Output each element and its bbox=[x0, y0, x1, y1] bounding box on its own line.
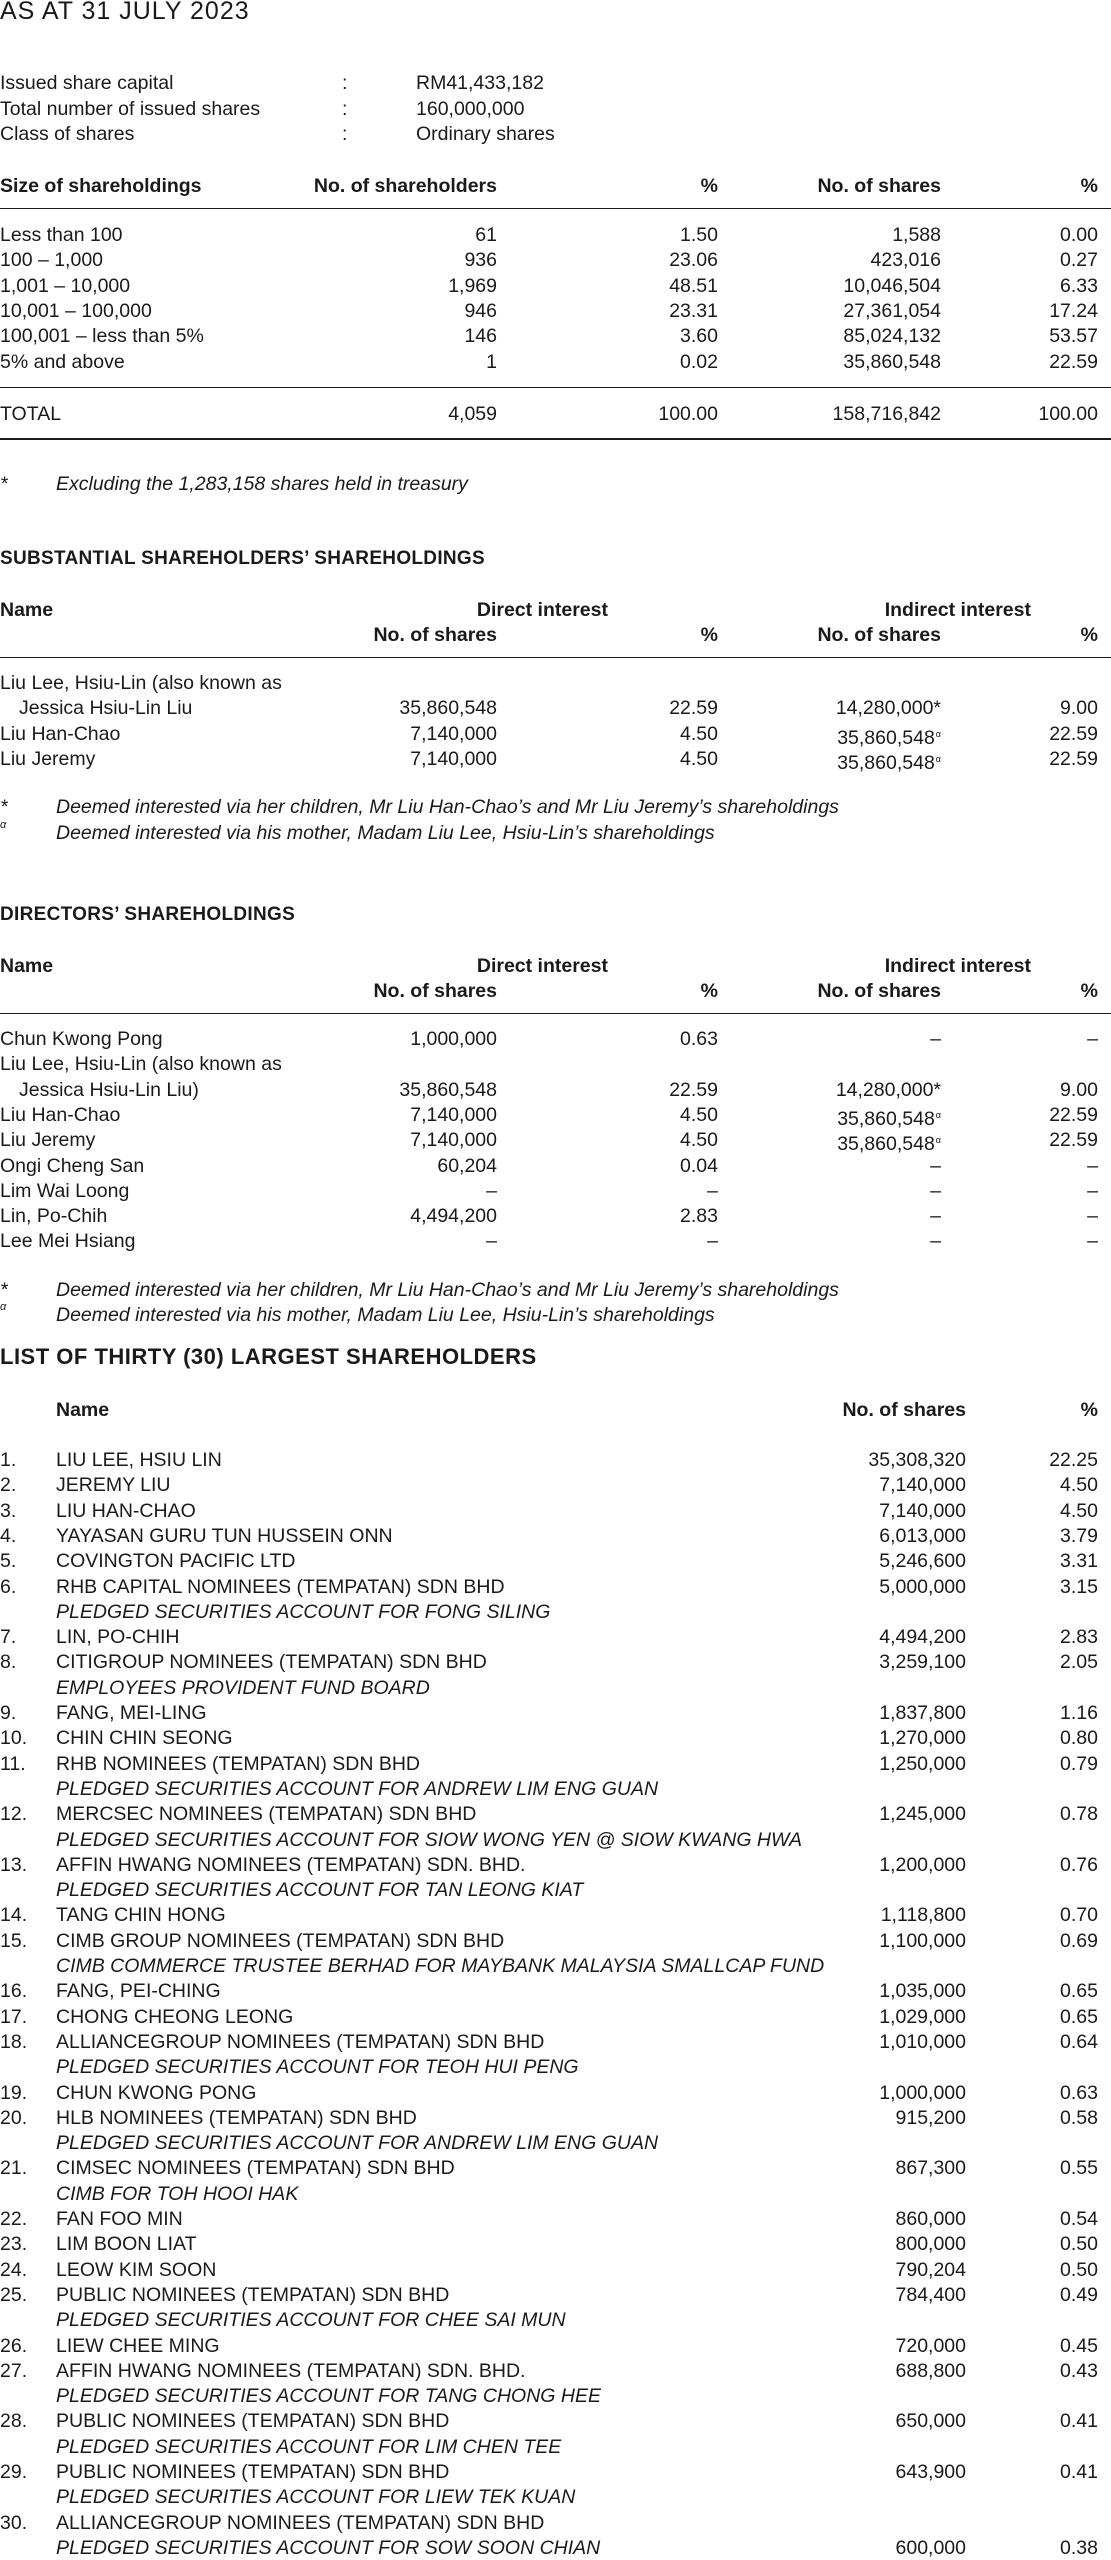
item-percent: 0.65 bbox=[1060, 1980, 1098, 2003]
header-indirect: Indirect interest bbox=[884, 599, 1031, 621]
table-cell: 61 bbox=[475, 224, 497, 246]
row-label: 5% and above bbox=[0, 350, 125, 373]
row-name: Liu Han-Chao bbox=[0, 722, 121, 745]
table-cell: 0.00 bbox=[1060, 224, 1098, 246]
table-cell: 23.31 bbox=[669, 299, 718, 322]
item-number: 1. bbox=[0, 1449, 17, 1471]
total-cell: 100.00 bbox=[658, 403, 718, 425]
item-shares: 600,000 bbox=[895, 2536, 966, 2559]
header-shareholders: No. of shareholders bbox=[313, 175, 497, 197]
item-name: LIEW CHEE MING bbox=[56, 2334, 220, 2357]
direct-shares: 4,494,200 bbox=[410, 1205, 497, 1228]
direct-shares: – bbox=[486, 1179, 497, 1202]
item-shares: 7,140,000 bbox=[879, 1499, 966, 1522]
item-number: 4. bbox=[0, 1524, 17, 1547]
indirect-shares bbox=[930, 1154, 941, 1178]
footnote-text: Deemed interested via his mother, Madam Liu Lee, Hsiu-Lin’s shareholdings bbox=[56, 1304, 715, 1326]
item-number: 21. bbox=[0, 2157, 28, 2180]
table-cell: 6.33 bbox=[1060, 274, 1098, 297]
item-shares: 1,200,000 bbox=[879, 1853, 966, 1876]
footnote-text: Deemed interested via her children, Mr Liu Han-Chao’s and Mr Liu Jeremy’s shareholdings bbox=[56, 796, 839, 819]
item-percent: 0.45 bbox=[1060, 2334, 1098, 2357]
item-name: PUBLIC NOMINEES (TEMPATAN) SDN BHD bbox=[56, 2410, 450, 2433]
item-name: RHB NOMINEES (TEMPATAN) SDN BHD bbox=[56, 1752, 421, 1775]
table-cell: 22.59 bbox=[1049, 350, 1098, 373]
item-name: YAYASAN GURU TUN HUSSEIN ONN bbox=[56, 1524, 393, 1547]
table-cell: 1 bbox=[486, 350, 497, 373]
item-name: MERCSEC NOMINEES (TEMPATAN) SDN BHD bbox=[56, 1803, 477, 1826]
item-shares: 5,000,000 bbox=[879, 1575, 966, 1598]
info-label: Issued share capital bbox=[0, 72, 174, 94]
indirect-shares bbox=[837, 1128, 941, 1156]
direct-percent: 22.59 bbox=[669, 1078, 718, 1101]
indirect-percent: 22.59 bbox=[1049, 1129, 1098, 1152]
item-shares: 784,400 bbox=[895, 2283, 966, 2306]
indirect-shares-value: 14,280,000* bbox=[835, 697, 941, 720]
item-account: PLEDGED SECURITIES ACCOUNT FOR ANDREW LIM ENG GUAN bbox=[56, 2132, 659, 2155]
direct-shares: 60,204 bbox=[437, 1154, 497, 1177]
item-percent: 0.43 bbox=[1060, 2359, 1098, 2382]
direct-percent: 0.63 bbox=[680, 1028, 718, 1050]
info-separator: : bbox=[342, 72, 348, 94]
indirect-percent: 9.00 bbox=[1060, 1078, 1098, 1101]
item-shares: 1,250,000 bbox=[879, 1752, 966, 1775]
item-account: PLEDGED SECURITIES ACCOUNT FOR SIOW WONG YEN @ SIOW KWANG HWA bbox=[56, 1828, 803, 1851]
item-shares: 688,800 bbox=[895, 2359, 966, 2382]
direct-percent: 0.04 bbox=[680, 1154, 718, 1177]
header-shares: No. of shares bbox=[842, 1399, 966, 1421]
item-percent: 4.50 bbox=[1060, 1474, 1098, 1497]
item-shares: 1,837,800 bbox=[879, 1702, 966, 1724]
table-cell: 85,024,132 bbox=[843, 325, 941, 348]
direct-shares: 7,140,000 bbox=[410, 747, 497, 770]
item-number: 26. bbox=[0, 2334, 28, 2357]
item-account: PLEDGED SECURITIES ACCOUNT FOR TAN LEONG KIAT bbox=[56, 1879, 584, 1902]
item-name: TANG CHIN HONG bbox=[56, 1904, 226, 1927]
footnote-mark: * bbox=[0, 796, 8, 819]
indirect-shares bbox=[837, 1103, 941, 1131]
header-name: Name bbox=[56, 1399, 110, 1421]
item-name: CHONG CHEONG LEONG bbox=[56, 2005, 294, 2028]
direct-shares: 7,140,000 bbox=[410, 722, 497, 745]
row-label: Less than 100 bbox=[0, 224, 123, 246]
indirect-shares bbox=[836, 1078, 941, 1102]
item-shares: 720,000 bbox=[895, 2334, 966, 2357]
item-name: LIM BOON LIAT bbox=[56, 2233, 197, 2256]
info-label: Total number of issued shares bbox=[0, 98, 261, 120]
item-account: PLEDGED SECURITIES ACCOUNT FOR TEOH HUI PENG bbox=[56, 2056, 579, 2079]
item-number: 14. bbox=[0, 1904, 28, 1927]
item-shares: 867,300 bbox=[895, 2157, 966, 2180]
direct-percent: 22.59 bbox=[669, 697, 718, 720]
item-percent: 0.49 bbox=[1060, 2283, 1098, 2306]
header-direct: Direct interest bbox=[476, 955, 608, 977]
item-percent: 3.31 bbox=[1060, 1550, 1098, 1573]
item-percent: 0.55 bbox=[1060, 2157, 1098, 2180]
indirect-shares-value: – bbox=[930, 1154, 941, 1177]
item-name: ALLIANCEGROUP NOMINEES (TEMPATAN) SDN BHD bbox=[56, 2030, 545, 2053]
indirect-shares-value: 35,860,548 bbox=[837, 751, 935, 774]
direct-shares: 1,000,000 bbox=[410, 1028, 497, 1050]
direct-percent: 4.50 bbox=[680, 722, 718, 745]
row-label: 10,001 – 100,000 bbox=[0, 299, 152, 322]
direct-shares: 7,140,000 bbox=[410, 1129, 497, 1152]
item-percent: 2.05 bbox=[1060, 1651, 1098, 1674]
indirect-shares bbox=[837, 747, 941, 775]
indirect-shares-value: 14,280,000* bbox=[835, 1078, 941, 1101]
item-shares: 1,000,000 bbox=[879, 2081, 966, 2104]
item-number: 30. bbox=[0, 2511, 28, 2534]
header-percent: % bbox=[1080, 980, 1098, 1002]
indirect-shares-value: 35,860,548 bbox=[837, 726, 935, 749]
item-shares: 800,000 bbox=[895, 2233, 966, 2256]
indirect-percent: – bbox=[1087, 1028, 1098, 1050]
info-separator: : bbox=[342, 98, 348, 120]
divider bbox=[0, 438, 1111, 440]
item-name: CHUN KWONG PONG bbox=[56, 2081, 257, 2104]
header-percent: % bbox=[700, 624, 718, 646]
item-number: 10. bbox=[0, 1727, 28, 1750]
item-name: FAN FOO MIN bbox=[56, 2208, 183, 2230]
indirect-shares bbox=[836, 696, 941, 720]
row-name-continued: Jessica Hsiu-Lin Liu bbox=[19, 697, 193, 720]
item-number: 27. bbox=[0, 2359, 28, 2382]
item-name: LIU HAN-CHAO bbox=[56, 1499, 196, 1522]
direct-percent: – bbox=[707, 1179, 718, 1202]
row-label: 100 – 1,000 bbox=[0, 249, 104, 272]
direct-percent: 4.50 bbox=[680, 747, 718, 770]
header-percent: % bbox=[1080, 1399, 1098, 1421]
page-title: AS AT 31 JULY 2023 bbox=[0, 0, 250, 25]
row-name: Ongi Cheng San bbox=[0, 1154, 145, 1177]
item-percent: 3.15 bbox=[1060, 1575, 1098, 1598]
item-shares: 6,013,000 bbox=[879, 1524, 966, 1547]
item-shares: 790,204 bbox=[895, 2258, 966, 2281]
item-name: PUBLIC NOMINEES (TEMPATAN) SDN BHD bbox=[56, 2461, 450, 2483]
item-number: 28. bbox=[0, 2410, 28, 2433]
item-account: PLEDGED SECURITIES ACCOUNT FOR TANG CHONG HEE bbox=[56, 2385, 601, 2408]
row-name: Liu Han-Chao bbox=[0, 1103, 121, 1126]
item-name: AFFIN HWANG NOMINEES (TEMPATAN) SDN. BHD. bbox=[56, 1853, 526, 1876]
info-value: RM41,433,182 bbox=[416, 72, 544, 94]
item-percent: 0.58 bbox=[1060, 2106, 1098, 2129]
indirect-shares bbox=[930, 1229, 941, 1253]
section-heading: SUBSTANTIAL SHAREHOLDERS’ SHAREHOLDINGS bbox=[0, 548, 485, 569]
indirect-percent: 22.59 bbox=[1049, 1103, 1098, 1126]
item-account: PLEDGED SECURITIES ACCOUNT FOR FONG SILING bbox=[56, 1600, 551, 1623]
table-cell: 10,046,504 bbox=[843, 274, 941, 297]
item-name: LIN, PO-CHIH bbox=[56, 1626, 180, 1649]
item-shares: 915,200 bbox=[895, 2106, 966, 2129]
item-shares: 1,029,000 bbox=[879, 2005, 966, 2028]
item-percent: 0.80 bbox=[1060, 1727, 1098, 1750]
item-percent: 0.64 bbox=[1060, 2030, 1098, 2053]
header-name: Name bbox=[0, 955, 54, 977]
info-value: 160,000,000 bbox=[416, 98, 525, 120]
item-name: ALLIANCEGROUP NOMINEES (TEMPATAN) SDN BHD bbox=[56, 2511, 545, 2534]
item-number: 22. bbox=[0, 2208, 28, 2230]
item-percent: 0.69 bbox=[1060, 1929, 1098, 1952]
item-name: COVINGTON PACIFIC LTD bbox=[56, 1550, 296, 1573]
total-label: TOTAL bbox=[0, 403, 62, 425]
item-number: 9. bbox=[0, 1702, 17, 1724]
item-name: RHB CAPITAL NOMINEES (TEMPATAN) SDN BHD bbox=[56, 1575, 505, 1598]
direct-shares: 35,860,548 bbox=[399, 697, 497, 720]
info-value: Ordinary shares bbox=[416, 123, 555, 145]
direct-shares: 35,860,548 bbox=[399, 1078, 497, 1101]
item-percent: 0.54 bbox=[1060, 2208, 1098, 2230]
item-percent: 0.63 bbox=[1060, 2081, 1098, 2104]
table-cell: 423,016 bbox=[870, 249, 941, 272]
table-cell: 936 bbox=[464, 249, 497, 272]
table-cell: 946 bbox=[464, 299, 497, 322]
info-separator: : bbox=[342, 123, 348, 145]
item-shares: 1,035,000 bbox=[879, 1980, 966, 2003]
item-number: 12. bbox=[0, 1803, 28, 1826]
header-percent: % bbox=[1080, 624, 1098, 646]
indirect-percent: – bbox=[1087, 1154, 1098, 1177]
indirect-percent: – bbox=[1087, 1230, 1098, 1253]
item-percent: 0.65 bbox=[1060, 2005, 1098, 2028]
item-shares: 1,010,000 bbox=[879, 2030, 966, 2053]
indirect-percent: 9.00 bbox=[1060, 697, 1098, 720]
item-percent: 0.41 bbox=[1060, 2461, 1098, 2483]
indirect-shares-value: – bbox=[930, 1179, 941, 1202]
item-percent: 0.76 bbox=[1060, 1853, 1098, 1876]
item-name: LEOW KIM SOON bbox=[56, 2258, 217, 2281]
indirect-percent: 22.59 bbox=[1049, 722, 1098, 745]
indirect-shares-value: 35,860,548 bbox=[837, 1107, 935, 1130]
footnote-mark: * bbox=[0, 1278, 8, 1301]
header-percent: % bbox=[700, 980, 718, 1002]
item-number: 3. bbox=[0, 1499, 17, 1522]
item-account: CIMB COMMERCE TRUSTEE BERHAD FOR MAYBANK MALAYSIA SMALLCAP FUND bbox=[56, 1955, 825, 1977]
item-shares: 5,246,600 bbox=[879, 1550, 966, 1573]
item-shares: 860,000 bbox=[895, 2208, 966, 2230]
indirect-shares-value: – bbox=[930, 1230, 941, 1253]
item-number: 20. bbox=[0, 2106, 28, 2129]
header-shares: No. of shares bbox=[373, 624, 497, 646]
footnote-text: Deemed interested via his mother, Madam Liu Lee, Hsiu-Lin’s shareholdings bbox=[56, 821, 715, 844]
item-account: PLEDGED SECURITIES ACCOUNT FOR SOW SOON CHIAN bbox=[56, 2536, 601, 2559]
item-percent: 0.38 bbox=[1060, 2536, 1098, 2559]
row-label: 1,001 – 10,000 bbox=[0, 274, 131, 297]
direct-shares: – bbox=[486, 1230, 497, 1253]
footnote-marker: α bbox=[935, 1135, 941, 1146]
table-cell: 1,588 bbox=[892, 224, 941, 246]
item-name: PUBLIC NOMINEES (TEMPATAN) SDN BHD bbox=[56, 2283, 450, 2306]
item-name: CIMSEC NOMINEES (TEMPATAN) SDN BHD bbox=[56, 2157, 455, 2180]
item-shares: 643,900 bbox=[895, 2461, 966, 2483]
item-account: PLEDGED SECURITIES ACCOUNT FOR LIEW TEK KUAN bbox=[56, 2486, 576, 2509]
item-account: PLEDGED SECURITIES ACCOUNT FOR ANDREW LIM ENG GUAN bbox=[56, 1777, 659, 1800]
header-shares: No. of shares bbox=[373, 980, 497, 1002]
indirect-shares bbox=[837, 722, 941, 750]
header-shares: No. of shares bbox=[817, 624, 941, 646]
header-indirect: Indirect interest bbox=[884, 955, 1031, 977]
footnote-marker: α bbox=[935, 753, 941, 764]
table-cell: 35,860,548 bbox=[843, 350, 941, 373]
item-shares: 1,118,800 bbox=[880, 1904, 966, 1927]
table-cell: 146 bbox=[464, 325, 497, 348]
item-shares: 1,270,000 bbox=[879, 1727, 966, 1750]
footnote-text: Excluding the 1,283,158 shares held in treasury bbox=[56, 473, 468, 495]
table-cell: 17.24 bbox=[1049, 299, 1098, 322]
item-name: FANG, PEI-CHING bbox=[56, 1980, 221, 2003]
item-percent: 22.25 bbox=[1049, 1449, 1098, 1471]
item-shares: 4,494,200 bbox=[879, 1626, 966, 1649]
row-label: 100,001 – less than 5% bbox=[0, 325, 204, 348]
row-name: Liu Jeremy bbox=[0, 747, 96, 770]
item-shares: 35,308,320 bbox=[868, 1449, 966, 1471]
item-name: LIU LEE, HSIU LIN bbox=[56, 1449, 222, 1471]
direct-percent: 2.83 bbox=[680, 1205, 718, 1228]
item-percent: 0.50 bbox=[1060, 2258, 1098, 2281]
item-percent: 0.79 bbox=[1060, 1752, 1098, 1775]
item-name: CITIGROUP NOMINEES (TEMPATAN) SDN BHD bbox=[56, 1651, 487, 1674]
item-number: 25. bbox=[0, 2283, 28, 2306]
item-number: 29. bbox=[0, 2461, 28, 2483]
table-cell: 1,969 bbox=[448, 274, 497, 297]
item-number: 5. bbox=[0, 1550, 17, 1573]
direct-percent: 4.50 bbox=[680, 1103, 718, 1126]
item-number: 8. bbox=[0, 1651, 17, 1674]
item-number: 23. bbox=[0, 2233, 28, 2256]
item-percent: 0.50 bbox=[1060, 2233, 1098, 2256]
item-account: PLEDGED SECURITIES ACCOUNT FOR CHEE SAI MUN bbox=[56, 2309, 566, 2332]
info-label: Class of shares bbox=[0, 123, 135, 145]
header-direct: Direct interest bbox=[476, 599, 608, 621]
table-cell: 0.27 bbox=[1060, 249, 1098, 272]
section-heading: LIST OF THIRTY (30) LARGEST SHAREHOLDERS bbox=[0, 1344, 537, 1369]
table-cell: 3.60 bbox=[680, 325, 718, 348]
item-shares: 7,140,000 bbox=[879, 1474, 966, 1497]
table-cell: 27,361,054 bbox=[843, 299, 941, 322]
footnote-mark: * bbox=[0, 473, 8, 495]
row-name-continued: Jessica Hsiu-Lin Liu) bbox=[19, 1078, 199, 1101]
table-cell: 23.06 bbox=[669, 249, 718, 272]
item-number: 7. bbox=[0, 1626, 17, 1649]
item-number: 16. bbox=[0, 1980, 28, 2003]
item-percent: 3.79 bbox=[1060, 1524, 1098, 1547]
row-name: Liu Jeremy bbox=[0, 1129, 96, 1152]
row-name: Lim Wai Loong bbox=[0, 1179, 130, 1202]
total-cell: 4,059 bbox=[448, 403, 497, 425]
item-shares: 1,100,000 bbox=[879, 1929, 966, 1952]
item-number: 15. bbox=[0, 1929, 28, 1952]
item-percent: 2.83 bbox=[1060, 1626, 1098, 1649]
item-shares: 3,259,100 bbox=[879, 1651, 966, 1674]
item-name: CIMB GROUP NOMINEES (TEMPATAN) SDN BHD bbox=[56, 1929, 505, 1952]
item-percent: 0.41 bbox=[1060, 2410, 1098, 2433]
indirect-shares bbox=[930, 1204, 941, 1228]
item-account: EMPLOYEES PROVIDENT FUND BOARD bbox=[56, 1676, 430, 1699]
indirect-percent: – bbox=[1087, 1205, 1098, 1228]
item-percent: 1.16 bbox=[1060, 1702, 1098, 1724]
item-name: JEREMY LIU bbox=[56, 1474, 171, 1497]
indirect-percent: 22.59 bbox=[1049, 747, 1098, 770]
row-name: Chun Kwong Pong bbox=[0, 1028, 163, 1050]
item-number: 2. bbox=[0, 1474, 17, 1497]
row-name: Lee Mei Hsiang bbox=[0, 1230, 136, 1253]
item-number: 19. bbox=[0, 2081, 28, 2104]
table-cell: 53.57 bbox=[1049, 325, 1098, 348]
item-shares: 1,245,000 bbox=[879, 1803, 966, 1826]
item-account: PLEDGED SECURITIES ACCOUNT FOR LIM CHEN TEE bbox=[56, 2435, 562, 2458]
item-name: AFFIN HWANG NOMINEES (TEMPATAN) SDN. BHD. bbox=[56, 2359, 526, 2382]
direct-shares: 7,140,000 bbox=[410, 1103, 497, 1126]
item-name: HLB NOMINEES (TEMPATAN) SDN BHD bbox=[56, 2106, 417, 2129]
row-name: Liu Lee, Hsiu-Lin (also known as bbox=[0, 672, 282, 694]
item-number: 24. bbox=[0, 2258, 28, 2281]
footnote-text: Deemed interested via her children, Mr Liu Han-Chao’s and Mr Liu Jeremy’s shareholdings bbox=[56, 1278, 839, 1301]
table-cell: 0.02 bbox=[680, 350, 718, 373]
item-number: 17. bbox=[0, 2005, 28, 2028]
item-number: 11. bbox=[0, 1752, 26, 1775]
item-percent: 4.50 bbox=[1060, 1499, 1098, 1522]
section-heading: DIRECTORS’ SHAREHOLDINGS bbox=[0, 904, 296, 925]
table-cell: 1.50 bbox=[680, 224, 718, 246]
header-percent: % bbox=[1080, 175, 1098, 197]
item-percent: 0.70 bbox=[1060, 1904, 1098, 1927]
item-number: 6. bbox=[0, 1575, 17, 1598]
indirect-shares-value: – bbox=[930, 1028, 941, 1050]
item-account: CIMB FOR TOH HOOI HAK bbox=[56, 2182, 299, 2205]
indirect-shares bbox=[930, 1179, 941, 1203]
divider bbox=[0, 1013, 1111, 1014]
table-cell: 48.51 bbox=[669, 274, 718, 297]
divider bbox=[0, 657, 1111, 658]
total-cell: 100.00 bbox=[1038, 403, 1098, 425]
header-shares: No. of shares bbox=[817, 175, 941, 197]
footnote-marker: α bbox=[935, 1109, 941, 1120]
item-number: 13. bbox=[0, 1853, 28, 1876]
header-percent: % bbox=[700, 175, 718, 197]
direct-percent: 4.50 bbox=[680, 1129, 718, 1152]
row-name: Liu Lee, Hsiu-Lin (also known as bbox=[0, 1053, 282, 1076]
header-size: Size of shareholdings bbox=[0, 175, 202, 197]
item-shares: 650,000 bbox=[895, 2410, 966, 2433]
divider bbox=[0, 387, 1111, 388]
indirect-shares bbox=[930, 1027, 941, 1051]
direct-percent: – bbox=[707, 1230, 718, 1253]
footnote-mark: α bbox=[0, 818, 7, 831]
footnote-mark: α bbox=[0, 1301, 7, 1313]
indirect-shares-value: – bbox=[930, 1205, 941, 1228]
item-percent: 0.78 bbox=[1060, 1803, 1098, 1826]
row-name: Lin, Po-Chih bbox=[0, 1205, 108, 1228]
item-name: CHIN CHIN SEONG bbox=[56, 1727, 233, 1750]
header-shares: No. of shares bbox=[817, 980, 941, 1002]
header-name: Name bbox=[0, 599, 54, 621]
indirect-shares-value: 35,860,548 bbox=[837, 1133, 935, 1156]
footnote-marker: α bbox=[935, 728, 941, 739]
total-cell: 158,716,842 bbox=[832, 403, 941, 425]
item-number: 18. bbox=[0, 2030, 28, 2053]
item-name: FANG, MEI-LING bbox=[56, 1702, 207, 1724]
divider bbox=[0, 208, 1111, 209]
indirect-percent: – bbox=[1087, 1179, 1098, 1202]
